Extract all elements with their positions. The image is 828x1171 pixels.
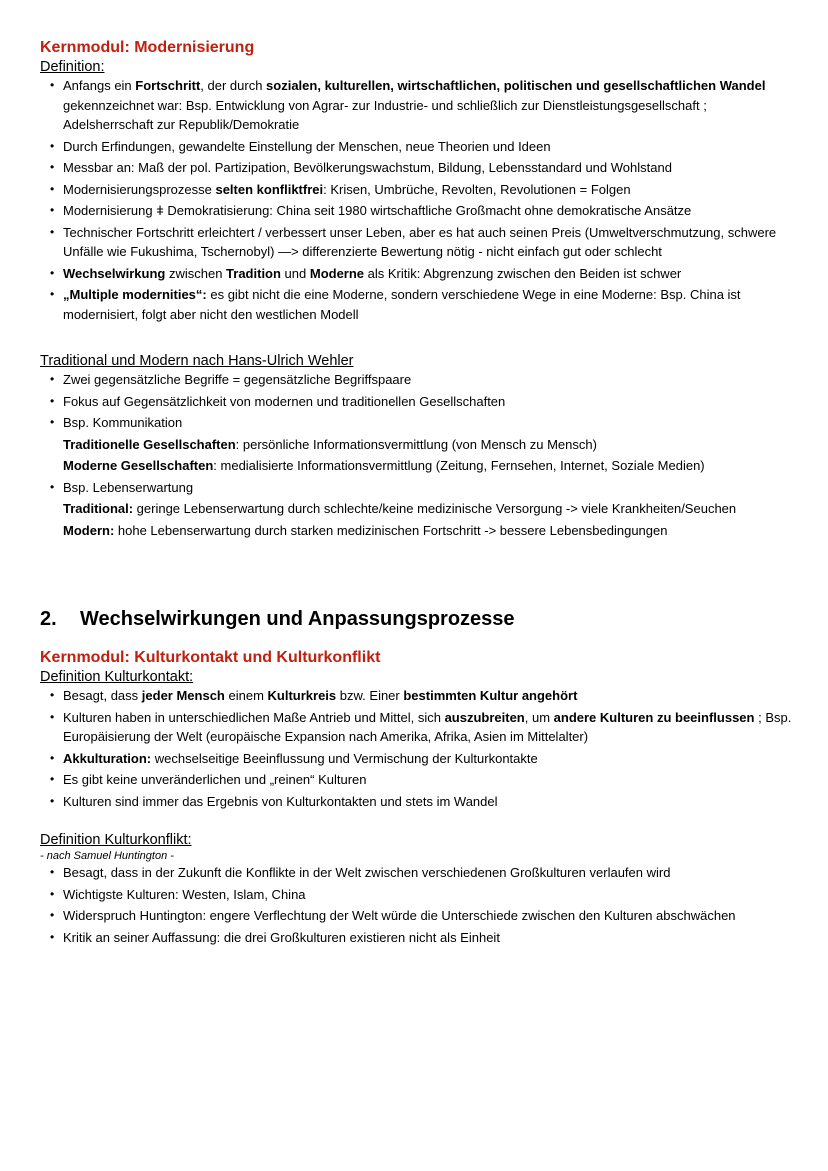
wehler-list-2	[40, 478, 800, 498]
list-item: • Widerspruch Huntington: engere Verflechtung der Welt würde die Unterschiede zwischen den Kulturen abschwächen	[63, 906, 800, 926]
kulturkonflikt-list	[40, 863, 800, 947]
chapter-title: 2. Wechselwirkungen und Anpassungsprozesse	[40, 608, 515, 630]
list-item: • Kulturen haben in unterschiedlichen Maße Antrieb und Mittel, sich auszubreiten, um andere Kulturen zu beeinflussen ; Bsp. Europäisierung der Welt (europäische Expansion nach Amerika, Afrika, Asien im Mittelalter)	[63, 708, 800, 747]
komm-modern: Moderne Gesellschaften: medialisierte Informationsvermittlung (Zeitung, Fernsehen, Internet, Soziale Medien)	[63, 458, 705, 473]
huntington-note: - nach Samuel Huntington -	[40, 850, 174, 862]
list-item: • Akkulturation: wechselseitige Beeinflussung und Vermischung der Kulturkontakte	[63, 749, 800, 769]
list-item: • Modernisierung ǂ Demokratisierung: China seit 1980 wirtschaftliche Großmacht ohne demokratische Ansätze	[63, 201, 800, 221]
definition-kulturkonflikt-label: Definition Kulturkonflikt:	[40, 832, 192, 848]
list-item: • Anfangs ein Fortschritt, der durch sozialen, kulturellen, wirtschaftlichen, politischen und gesellschaftlichen Wandel gekennzeichnet war: Bsp. Entwicklung von Agrar- zur Industrie- und schließlich zur Dienstleistungsgesellschaft ; Adelsherrschaft zur Republik/Demokratie	[63, 76, 800, 135]
list-item: • Technischer Fortschritt erleichtert / verbessert unser Leben, aber es hat auch seinen Preis (Umweltverschmutzung, schwere Unfälle wie Fukushima, Tschernobyl) —> differenzierte Bewertung nötig - nicht einfach gut oder schlecht	[63, 223, 800, 262]
modernisierung-list	[40, 76, 800, 324]
list-item: • Zwei gegensätzliche Begriffe = gegensätzliche Begriffspaare	[63, 370, 800, 390]
list-item: • Bsp. Kommunikation	[63, 413, 800, 433]
list-item: • Modernisierungsprozesse selten konfliktfrei: Krisen, Umbrüche, Revolten, Revolutionen = Folgen	[63, 180, 800, 200]
list-item: • Bsp. Lebenserwartung	[63, 478, 800, 498]
list-item: • Wichtigste Kulturen: Westen, Islam, China	[63, 885, 800, 905]
list-item: • Kulturen sind immer das Ergebnis von Kulturkontakten und stets im Wandel	[63, 792, 800, 812]
leben-traditional: Traditional: geringe Lebenserwartung durch schlechte/keine medizinische Versorgung -> viele Krankheiten/Seuchen	[63, 501, 737, 516]
list-item: • Besagt, dass jeder Mensch einem Kulturkreis bzw. Einer bestimmten Kultur angehört	[63, 686, 800, 706]
list-item: • Es gibt keine unveränderlichen und „reinen“ Kulturen	[63, 770, 800, 790]
definition-kulturkontakt-label: Definition Kulturkontakt:	[40, 669, 194, 685]
list-item: • Kritik an seiner Auffassung: die drei Großkulturen existieren nicht als Einheit	[63, 928, 800, 948]
komm-traditional: Traditionelle Gesellschaften: persönliche Informationsvermittlung (von Mensch zu Mensch)	[63, 436, 597, 452]
wehler-list	[40, 370, 800, 433]
chapter-number: 2.	[40, 608, 57, 630]
section-heading-kulturkontakt: Kernmodul: Kulturkontakt und Kulturkonflikt	[40, 649, 381, 666]
section-heading-modernisierung: Kernmodul: Modernisierung	[40, 39, 255, 56]
list-item: • Durch Erfindungen, gewandelte Einstellung der Menschen, neue Theorien und Ideen	[63, 137, 800, 157]
list-item: • „Multiple modernities“: es gibt nicht die eine Moderne, sondern verschiedene Wege in eine Moderne: Bsp. China ist modernisiert, folgt aber nicht den westlichen Modell	[63, 285, 800, 324]
kulturkontakt-list	[40, 686, 800, 811]
list-item: • Wechselwirkung zwischen Tradition und Moderne als Kritik: Abgrenzung zwischen den Beiden ist schwer	[63, 264, 800, 284]
list-item: • Messbar an: Maß der pol. Partizipation, Bevölkerungswachstum, Bildung, Lebensstandard und Wohlstand	[63, 158, 800, 178]
wehler-subheading: Traditional und Modern nach Hans-Ulrich Wehler	[40, 353, 354, 369]
leben-modern: Modern: hohe Lebenserwartung durch starken medizinischen Fortschritt -> bessere Lebensbedingungen	[63, 522, 668, 538]
document-page	[40, 38, 800, 949]
list-item: • Fokus auf Gegensätzlichkeit von modernen und traditionellen Gesellschaften	[63, 392, 800, 412]
list-item: • Besagt, dass in der Zukunft die Konflikte in der Welt zwischen verschiedenen Großkulturen verlaufen wird	[63, 863, 800, 883]
definition-label: Definition:	[40, 59, 105, 75]
